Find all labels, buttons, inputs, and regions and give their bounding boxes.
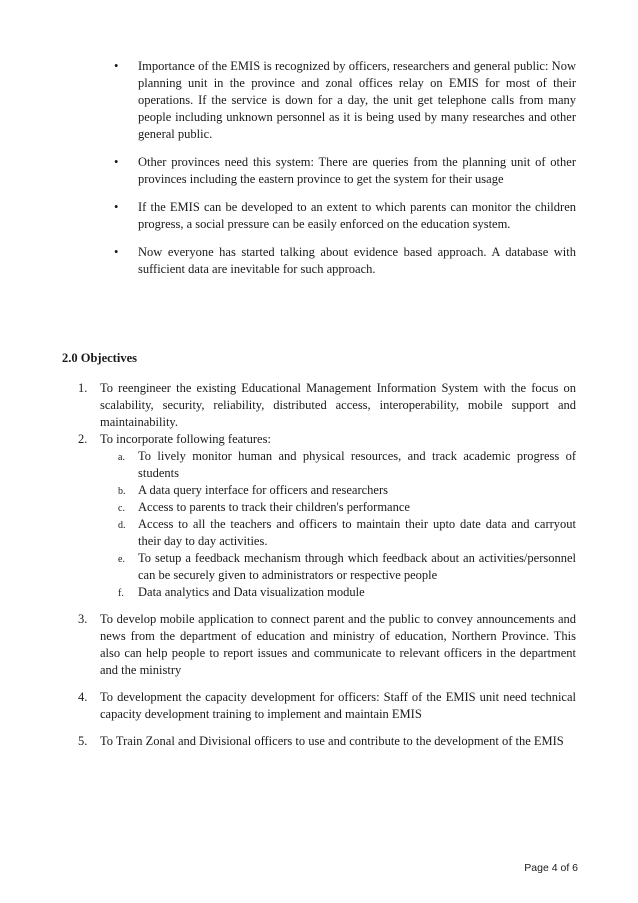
objective-text: To develop mobile application to connect parent and the public to convey announcements and news from the department of education and ministry of education, Northern Province. This also can help people to report issues and communicate to relevant officers in the department and the ministry: [100, 612, 576, 677]
feature-item: e. To setup a feedback mechanism through which feedback about an activities/personnel can be securely given to administrators or respective people: [118, 551, 576, 582]
bullet-marker: •: [114, 155, 119, 169]
objectives-list: [78, 380, 576, 750]
feature-item: a. To lively monitor human and physical resources, and track academic progress of students: [118, 449, 576, 480]
bullet-item: • Other provinces need this system: There are queries from the planning unit of other provinces including the eastern province to get the system for their usage: [114, 155, 576, 186]
objective-item: [78, 689, 576, 723]
bullet-item: • Now everyone has started talking about evidence based approach. A database with sufficient data are inevitable for such approach.: [114, 245, 576, 276]
objective-number: 2.: [78, 432, 88, 446]
bullet-item: • Importance of the EMIS is recognized by officers, researchers and general public: Now planning unit in the province and zonal offices relay on EMIS for most of their operations. If the service is down for a day, the unit get telephone calls from many people including unknown personnel as it is being used by many researches and other general public.: [114, 59, 576, 141]
feature-item: d. Access to all the teachers and officers to maintain their upto date data and carryout their day to day activities.: [118, 517, 576, 548]
objective-item: [78, 380, 576, 431]
feature-item: b. A data query interface for officers and researchers: [118, 483, 388, 497]
objective-number: 3.: [78, 612, 88, 626]
objective-item: [78, 611, 576, 679]
bullet-marker: •: [114, 245, 119, 259]
section-heading: 2.0 Objectives: [62, 351, 137, 365]
bullet-item: • If the EMIS can be developed to an extent to which parents can monitor the children progress, a social pressure can be easily enforced on the education system.: [114, 200, 576, 231]
page-number: Page 4 of 6: [524, 862, 578, 874]
objective-item: [78, 733, 576, 750]
objective-text: To development the capacity development for officers: Staff of the EMIS unit need technical capacity development training to implement and maintain EMIS: [100, 690, 576, 721]
objective-text: To incorporate following features:: [100, 432, 271, 446]
feature-item: c. Access to parents to track their children's performance: [118, 500, 410, 514]
bullet-list: [114, 58, 576, 289]
objective-number: 5.: [78, 734, 88, 748]
features-list: [118, 448, 576, 601]
objective-number: 4.: [78, 690, 88, 704]
objective-number: 1.: [78, 381, 88, 395]
objective-text: To reengineer the existing Educational Management Information System with the focus on scalability, security, reliability, distributed access, interoperability, mobile support and maintainability.: [100, 381, 576, 429]
objective-item: [78, 431, 576, 601]
objective-text: To Train Zonal and Divisional officers to use and contribute to the development of the EMIS: [100, 734, 564, 748]
bullet-marker: •: [114, 200, 119, 214]
bullet-marker: •: [114, 59, 119, 73]
feature-item: f. Data analytics and Data visualization module: [118, 585, 365, 599]
